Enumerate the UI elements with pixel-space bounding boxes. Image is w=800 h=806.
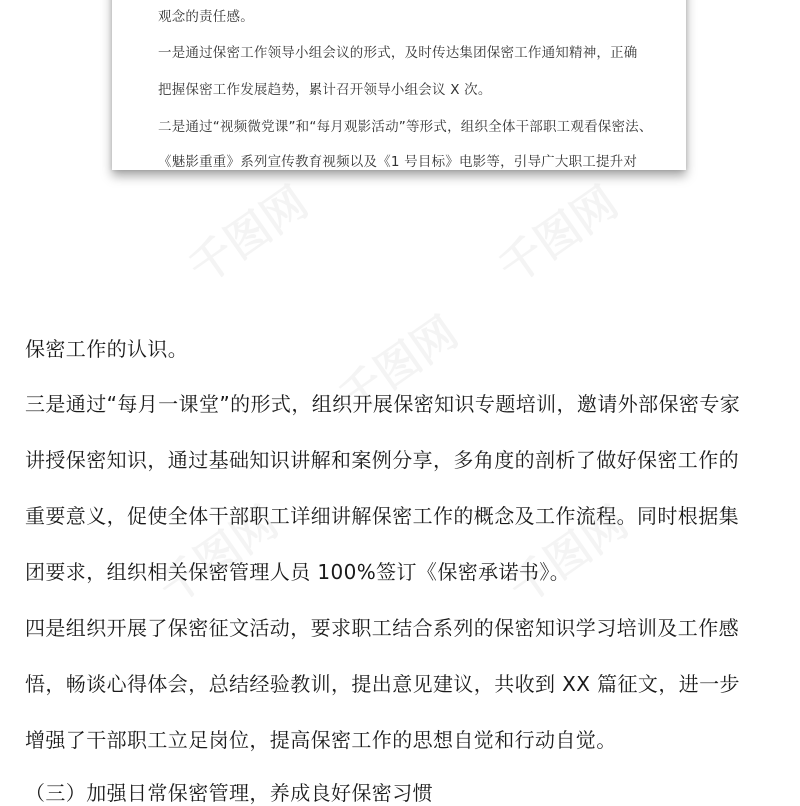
body-text-line: 保密工作的认识。 — [25, 337, 189, 361]
body-text-line: 四是组织开展了保密征文活动，要求职工结合系列的保密知识学习培训及工作感 — [25, 616, 739, 640]
body-text-line: 增强了干部职工立足岗位，提高保密工作的思想自觉和行动自觉。 — [25, 728, 617, 752]
card-text-line: 一是通过保密工作领导小组会议的形式，及时传达集团保密工作通知精神，正确 — [158, 45, 638, 61]
card-text-line: 《魅影重重》系列宣传教育视频以及《1 号目标》电影等，引导广大职工提升对 — [158, 154, 638, 170]
watermark — [484, 168, 629, 296]
body-text-line: 讲授保密知识，通过基础知识讲解和案例分享，多角度的剖析了做好保密工作的 — [25, 448, 739, 472]
body-text-line: 团要求，组织相关保密管理人员 100%签订《保密承诺书》。 — [25, 560, 571, 584]
body-text-line: 悟，畅谈心得体会，总结经验教训，提出意见建议，共收到 XX 篇征文，进一步 — [25, 672, 740, 696]
card-text-line: 把握保密工作发展趋势，累计召开领导小组会议 X 次。 — [158, 82, 492, 98]
body-text-line: 三是通过“每月一课堂”的形式，组织开展保密知识专题培训，邀请外部保密专家 — [25, 392, 741, 416]
card-text-line: 二是通过“视频微党课”和“每月观影活动”等形式，组织全体干部职工观看保密法、 — [158, 119, 653, 135]
body-text-line: 重要意义，促使全体干部职工详细讲解保密工作的概念及工作流程。同时根据集 — [25, 504, 739, 528]
section-heading: （三）加强日常保密管理，养成良好保密习惯 — [25, 781, 433, 805]
card-text-line: 观念的责任感。 — [158, 9, 254, 25]
watermark — [174, 168, 319, 296]
